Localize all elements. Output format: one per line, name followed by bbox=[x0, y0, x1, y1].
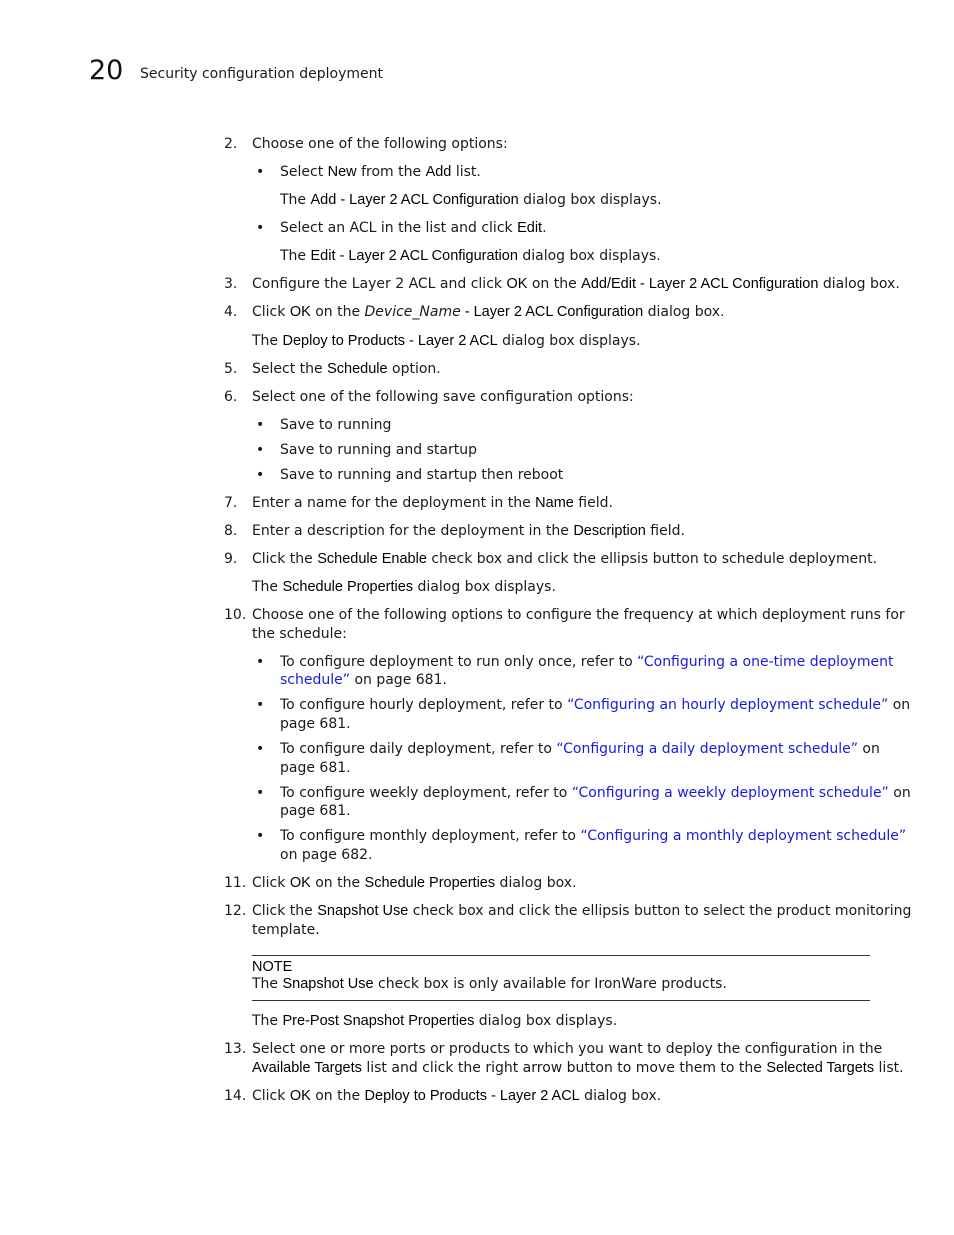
xref-link[interactable]: “Configuring a weekly deployment schedule” bbox=[571, 785, 889, 801]
step-text: template. bbox=[252, 922, 320, 938]
list-item: schedule” on page 681. bbox=[280, 672, 447, 688]
list-item: page 681. bbox=[280, 716, 351, 732]
list-item: To configure monthly deployment, refer to “Configuring a monthly deployment schedule” bbox=[280, 828, 907, 844]
step-number: 5. bbox=[224, 361, 238, 377]
result-text: The Deploy to Products - Layer 2 ACL dialog box displays. bbox=[252, 333, 641, 349]
step-number: 10. bbox=[224, 607, 247, 623]
bullet-icon: • bbox=[256, 654, 265, 670]
list-item: Save to running and startup bbox=[280, 442, 477, 458]
list-item: Save to running bbox=[280, 417, 392, 433]
list-item: Select New from the Add list. bbox=[280, 164, 481, 180]
step-text: Select one of the following save configuration options: bbox=[252, 389, 634, 405]
result-text: The Edit - Layer 2 ACL Configuration dialog box displays. bbox=[280, 248, 661, 264]
result-text: The Pre-Post Snapshot Properties dialog box displays. bbox=[252, 1013, 618, 1029]
note-text: The Snapshot Use check box is only available for IronWare products. bbox=[252, 976, 727, 992]
note-bottom-rule bbox=[252, 1000, 870, 1001]
xref-link[interactable]: “Configuring a one-time deployment bbox=[637, 654, 894, 670]
step-number: 7. bbox=[224, 495, 238, 511]
step-number: 2. bbox=[224, 136, 238, 152]
list-item: page 681. bbox=[280, 760, 351, 776]
list-item: Save to running and startup then reboot bbox=[280, 467, 564, 483]
result-text: The Add - Layer 2 ACL Configuration dialog box displays. bbox=[280, 192, 662, 208]
bullet-icon: • bbox=[256, 220, 265, 236]
bullet-icon: • bbox=[256, 785, 265, 801]
xref-link[interactable]: schedule” bbox=[280, 672, 350, 688]
step-text: Select one or more ports or products to which you want to deploy the configuration in the bbox=[252, 1041, 883, 1057]
step-number: 13. bbox=[224, 1041, 247, 1057]
xref-link[interactable]: “Configuring an hourly deployment schedule” bbox=[567, 697, 889, 713]
step-number: 3. bbox=[224, 276, 238, 292]
step-number: 14. bbox=[224, 1088, 247, 1104]
step-text: Click OK on the Schedule Properties dialog box. bbox=[252, 875, 577, 891]
bullet-icon: • bbox=[256, 417, 265, 433]
step-text: Configure the Layer 2 ACL and click OK on the Add/Edit - Layer 2 ACL Configuration dialog box. bbox=[252, 276, 900, 292]
step-text: Select the Schedule option. bbox=[252, 361, 441, 377]
list-item: page 681. bbox=[280, 803, 351, 819]
bullet-icon: • bbox=[256, 442, 265, 458]
result-text: The Schedule Properties dialog box displays. bbox=[252, 579, 556, 595]
step-text: Click OK on the Deploy to Products - Layer 2 ACL dialog box. bbox=[252, 1088, 662, 1104]
note-label: NOTE bbox=[252, 959, 293, 975]
list-item: To configure daily deployment, refer to “Configuring a daily deployment schedule” on bbox=[280, 741, 880, 757]
xref-link[interactable]: “Configuring a daily deployment schedule” bbox=[556, 741, 858, 757]
step-text: Choose one of the following options to configure the frequency at which deployment runs for bbox=[252, 607, 905, 623]
bullet-icon: • bbox=[256, 467, 265, 483]
bullet-icon: • bbox=[256, 697, 265, 713]
step-text: Enter a description for the deployment in the Description field. bbox=[252, 523, 685, 539]
step-text: Choose one of the following options: bbox=[252, 136, 508, 152]
list-item: on page 682. bbox=[280, 847, 373, 863]
list-item: Select an ACL in the list and click Edit. bbox=[280, 220, 547, 236]
step-number: 4. bbox=[224, 304, 238, 320]
xref-link[interactable]: “Configuring a monthly deployment schedule” bbox=[580, 828, 907, 844]
step-text: the schedule: bbox=[252, 626, 347, 642]
step-text: Enter a name for the deployment in the Name field. bbox=[252, 495, 613, 511]
list-item: To configure hourly deployment, refer to “Configuring an hourly deployment schedule” on bbox=[280, 697, 911, 713]
bullet-icon: • bbox=[256, 741, 265, 757]
step-text: Available Targets list and click the right arrow button to move them to the Selected Targets list. bbox=[252, 1060, 904, 1076]
step-number: 6. bbox=[224, 389, 238, 405]
bullet-icon: • bbox=[256, 164, 265, 180]
chapter-title: Security configuration deployment bbox=[140, 66, 383, 82]
list-item: To configure deployment to run only once, refer to “Configuring a one-time deployment bbox=[280, 654, 894, 670]
note-top-rule bbox=[252, 955, 870, 956]
step-text: Click the Snapshot Use check box and click the ellipsis button to select the product monitoring bbox=[252, 903, 912, 919]
step-number: 8. bbox=[224, 523, 238, 539]
step-text: Click OK on the Device_Name - Layer 2 ACL Configuration dialog box. bbox=[252, 304, 725, 320]
step-number: 12. bbox=[224, 903, 247, 919]
step-number: 11. bbox=[224, 875, 247, 891]
chapter-number: 20 bbox=[89, 55, 124, 86]
step-text: Click the Schedule Enable check box and click the ellipsis button to schedule deployment. bbox=[252, 551, 878, 567]
bullet-icon: • bbox=[256, 828, 265, 844]
step-number: 9. bbox=[224, 551, 238, 567]
list-item: To configure weekly deployment, refer to “Configuring a weekly deployment schedule” on bbox=[280, 785, 911, 801]
